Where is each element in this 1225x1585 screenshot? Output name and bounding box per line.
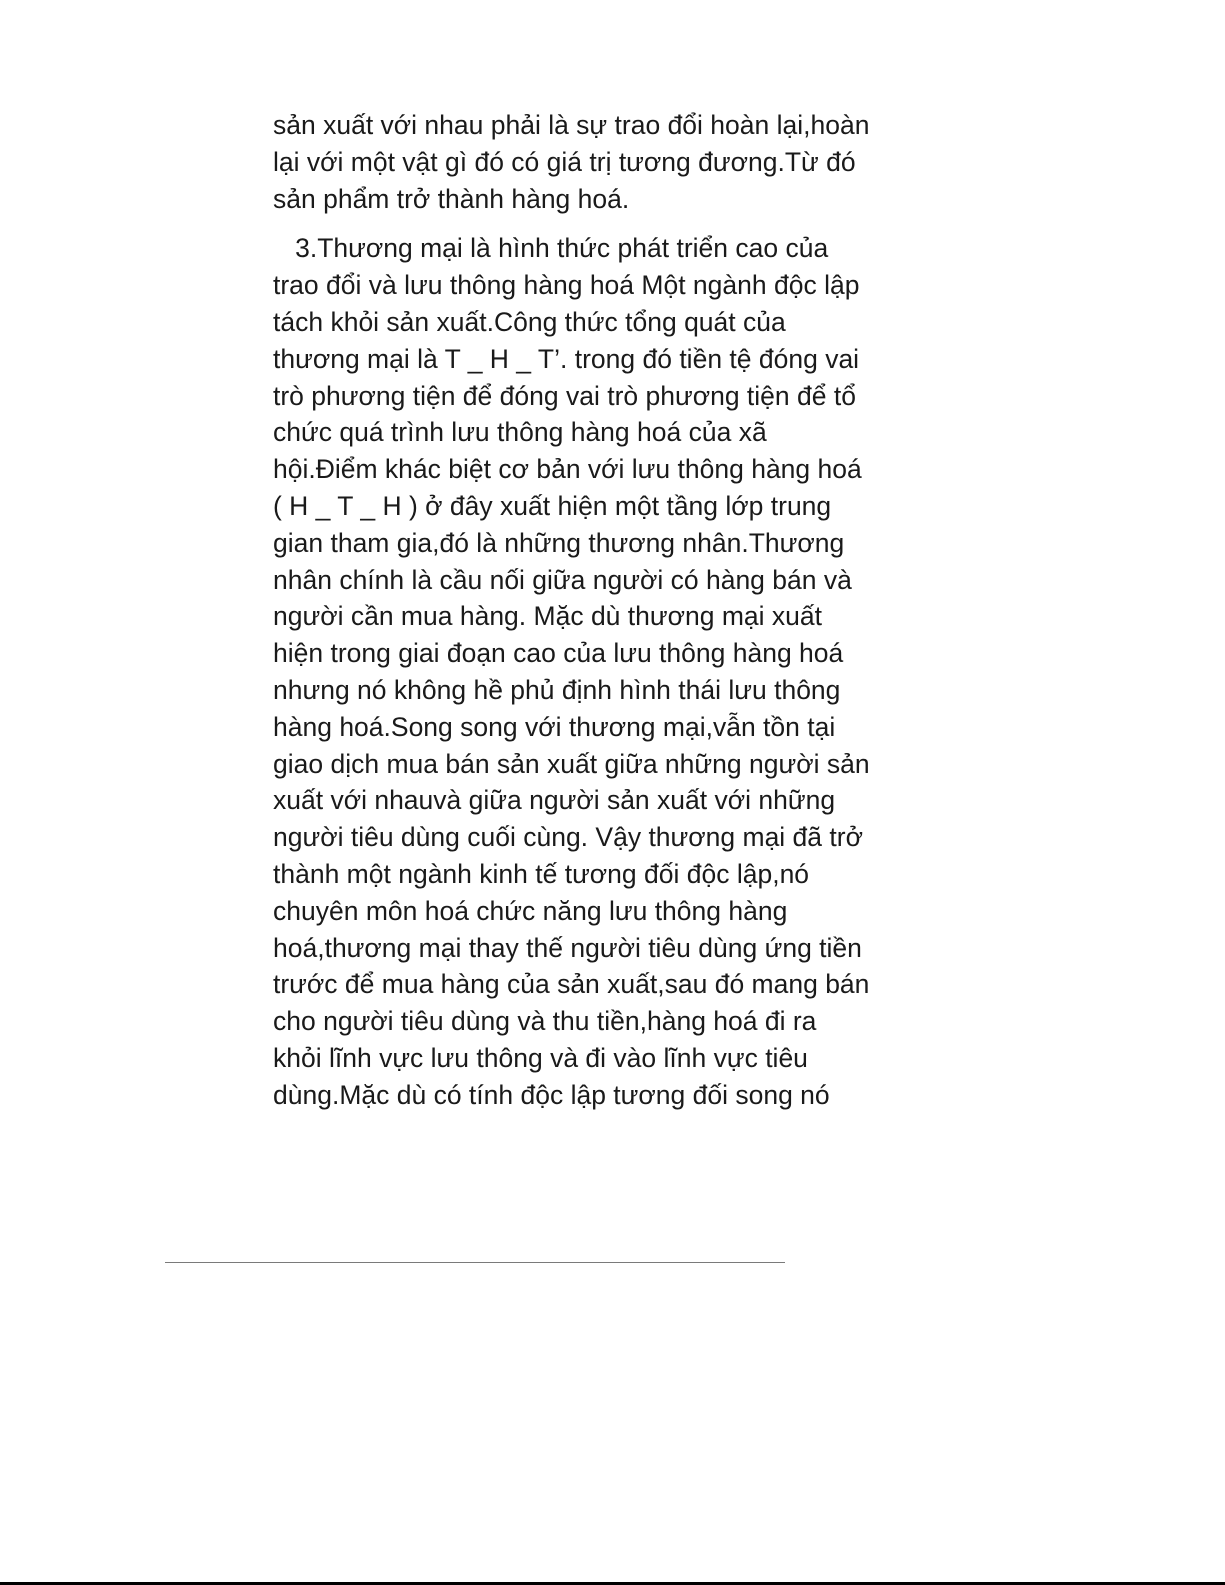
text-line: hội.Điểm khác biệt cơ bản với lưu thông hàng hoá <box>273 454 862 485</box>
text-line: thương mại là T _ H _ T’. trong đó tiền tệ đóng vai <box>273 343 860 374</box>
text-line: lại với một vật gì đó có giá trị tương đương.Từ đó <box>273 146 856 177</box>
text-line: nhưng nó không hề phủ định hình thái lưu thông <box>273 674 841 705</box>
body-text <box>273 107 953 1114</box>
text-line: thành một ngành kinh tế tương đối độc lập,nó <box>273 858 810 889</box>
paragraph-1 <box>273 107 953 217</box>
text-line: sản xuất với nhau phải là sự trao đổi hoàn lại,hoàn <box>273 110 870 140</box>
text-line: dùng.Mặc dù có tính độc lập tương đối song nó <box>273 1079 830 1110</box>
text-line: tách khỏi sản xuất.Công thức tổng quát của <box>273 306 786 337</box>
text-line: cho người tiêu dùng và thu tiền,hàng hoá đi ra <box>273 1006 817 1037</box>
paragraph-gap <box>273 217 953 230</box>
text-line: hoá,thương mại thay thế người tiêu dùng ứng tiền <box>273 932 862 963</box>
text-line: khỏi lĩnh vực lưu thông và đi vào lĩnh vực tiêu <box>273 1042 808 1073</box>
text-line: hiện trong giai đoạn cao của lưu thông hàng hoá <box>273 638 844 669</box>
text-line: nhân chính là cầu nối giữa người có hàng bán và <box>273 564 852 595</box>
text-line: hàng hoá.Song song với thương mại,vẫn tồn tại <box>273 711 836 742</box>
text-line: 3.Thương mại là hình thức phát triển cao của <box>273 233 829 264</box>
text-line: người cần mua hàng. Mặc dù thương mại xuất <box>273 601 822 632</box>
text-line: sản phẩm trở thành hàng hoá. <box>273 183 630 214</box>
footnote-divider <box>165 1262 785 1263</box>
text-line: xuất với nhauvà giữa người sản xuất với những <box>273 785 836 816</box>
text-line: gian tham gia,đó là những thương nhân.Thương <box>273 527 845 558</box>
paragraph-2 <box>273 230 953 1113</box>
text-line: giao dịch mua bán sản xuất giữa những người sản <box>273 748 870 779</box>
text-line: chức quá trình lưu thông hàng hoá của xã <box>273 417 767 448</box>
text-line: người tiêu dùng cuối cùng. Vậy thương mại đã trở <box>273 822 863 853</box>
text-line: trước để mua hàng của sản xuất,sau đó mang bán <box>273 969 870 1000</box>
text-line: ( H _ T _ H ) ở đây xuất hiện một tầng lớp trung <box>273 490 832 521</box>
text-line: trò phương tiện để đóng vai trò phương tiện để tổ <box>273 380 856 411</box>
text-line: trao đổi và lưu thông hàng hoá Một ngành độc lập <box>273 270 860 301</box>
text-line: chuyên môn hoá chức năng lưu thông hàng <box>273 895 788 926</box>
